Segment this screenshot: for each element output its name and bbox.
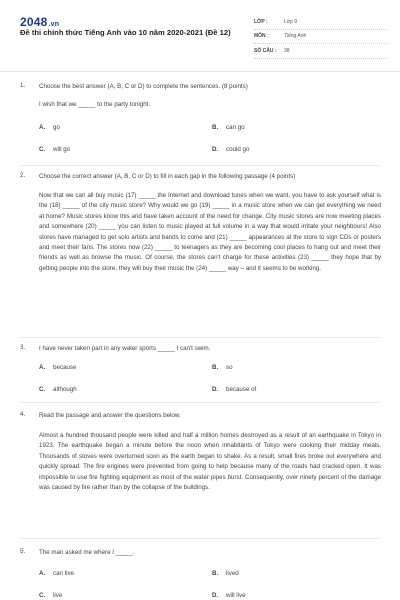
question-number: 2.	[20, 172, 26, 179]
question-number: 1.	[20, 82, 26, 89]
option-text: could go	[226, 146, 250, 153]
option-text: can live	[53, 570, 74, 577]
question-divider	[20, 337, 380, 338]
option-text: will live	[226, 592, 246, 599]
meta-value: 38	[284, 47, 290, 54]
option-letter: C.	[39, 592, 46, 599]
question-divider	[20, 538, 380, 539]
reading-passage: Now that we can all buy music (17) _____ the Internet and download tunes when we want, you have to ask yourself what is the (18) _____ of the city music store? Why would we go (19) _____ in a music store when we can get everything we need at home? Music stores know this and have taken account of the need for change. City music stores are now meeting places and somewhere (20) _____ you can listen to music played at full volume in a way that would irritate your neighbours! Also stores have managed to get solo artists and bands to come and (21) _____ appearances at the store to sign CDs or posters and meet their fans. The stores now (22) _____ to teenagers as they are becoming cool places to hang out and meet their friends as well as browse the music. Of course, the stores can't charge for these activities (23) _____ they hope that by getting people into the store, they will buy their music the (24) _____ way – and it seems to be working.	[39, 192, 381, 272]
option-a[interactable]	[39, 570, 74, 577]
option-b[interactable]	[212, 124, 245, 131]
option-text: because	[53, 364, 77, 371]
option-letter: C.	[39, 386, 46, 393]
question-sentence: I wish that we _____ to the party tonight.	[39, 101, 151, 108]
question-number: 5.	[20, 548, 26, 555]
meta-label: MÔN :	[254, 33, 269, 40]
option-text: lived	[226, 570, 239, 577]
option-letter: A.	[39, 570, 46, 577]
logo-main: 2048	[20, 15, 48, 29]
option-text: so	[226, 364, 233, 371]
option-text: live	[53, 592, 63, 599]
meta-row-class	[254, 15, 388, 30]
option-letter: A.	[39, 364, 46, 371]
question-divider	[20, 165, 380, 166]
option-letter: B.	[212, 124, 219, 131]
meta-value: Tiếng Anh	[284, 33, 307, 40]
header-divider	[0, 71, 400, 72]
question-text: Choose the correct answer (A, B, C or D) to fill in each gap in the following passage (4 points)	[39, 173, 296, 180]
option-c[interactable]	[39, 386, 77, 393]
meta-label: SỐ CÂU :	[254, 47, 277, 54]
meta-row-subject	[254, 30, 388, 45]
logo-suffix: .vn	[48, 21, 60, 28]
option-text: although	[53, 386, 77, 393]
option-text: because of	[226, 386, 257, 393]
option-a[interactable]	[39, 364, 76, 371]
option-letter: A.	[39, 124, 46, 131]
option-c[interactable]	[39, 592, 62, 599]
reading-passage: Almost a hundred thousand people were killed and half a million homes destroyed as a result of an earthquake in Tokyo in 1923. The earthquake began a minute before the noon when inhabitants of Tokyo were cooking their midday meals. Thousands of stoves were overturned soon as the earth began to shake. As a result, small fires broke out everywhere and quickly spread. The fire engines were prevented from going to help because many of the roads had cracked open. It was impossible to use fire fighting equipment as most of the water pipes burst. Consequently, over ninety percent of the damage was caused by fire rather than by the collapse of the buildings.	[39, 432, 381, 492]
question-number: 4.	[20, 411, 26, 418]
option-letter: D.	[212, 386, 219, 393]
option-b[interactable]	[212, 570, 239, 577]
document-meta	[254, 15, 388, 59]
option-a[interactable]	[39, 124, 60, 131]
option-text: go	[53, 124, 60, 131]
option-letter: D.	[212, 146, 219, 153]
question-text: Read the passage and answer the questions below.	[39, 412, 181, 419]
question-text: I have never taken part in any water sports _____ I can't swim.	[39, 345, 211, 352]
site-logo[interactable]	[20, 15, 59, 29]
page-header	[0, 0, 400, 68]
option-d[interactable]	[212, 146, 249, 153]
question-text: Choose the best answer (A, B, C or D) to complete the sentences. (8 points)	[39, 83, 248, 90]
option-text: can go	[226, 124, 245, 131]
question-number: 3.	[20, 344, 26, 351]
document-title: Đề thi chính thức Tiếng Anh vào 10 năm 2020-2021 (Đề 12)	[20, 28, 231, 37]
option-c[interactable]	[39, 146, 70, 153]
option-letter: D.	[212, 592, 219, 599]
option-text: will go	[53, 146, 71, 153]
meta-value: Lớp 9	[284, 18, 298, 25]
option-d[interactable]	[212, 592, 246, 599]
meta-row-count	[254, 44, 388, 59]
option-letter: C.	[39, 146, 46, 153]
question-divider	[20, 402, 380, 403]
option-letter: B.	[212, 364, 219, 371]
option-b[interactable]	[212, 364, 233, 371]
question-text: The man asked me where I _____.	[39, 549, 135, 556]
option-letter: B.	[212, 570, 219, 577]
meta-label: LỚP :	[254, 18, 268, 25]
option-d[interactable]	[212, 386, 256, 393]
